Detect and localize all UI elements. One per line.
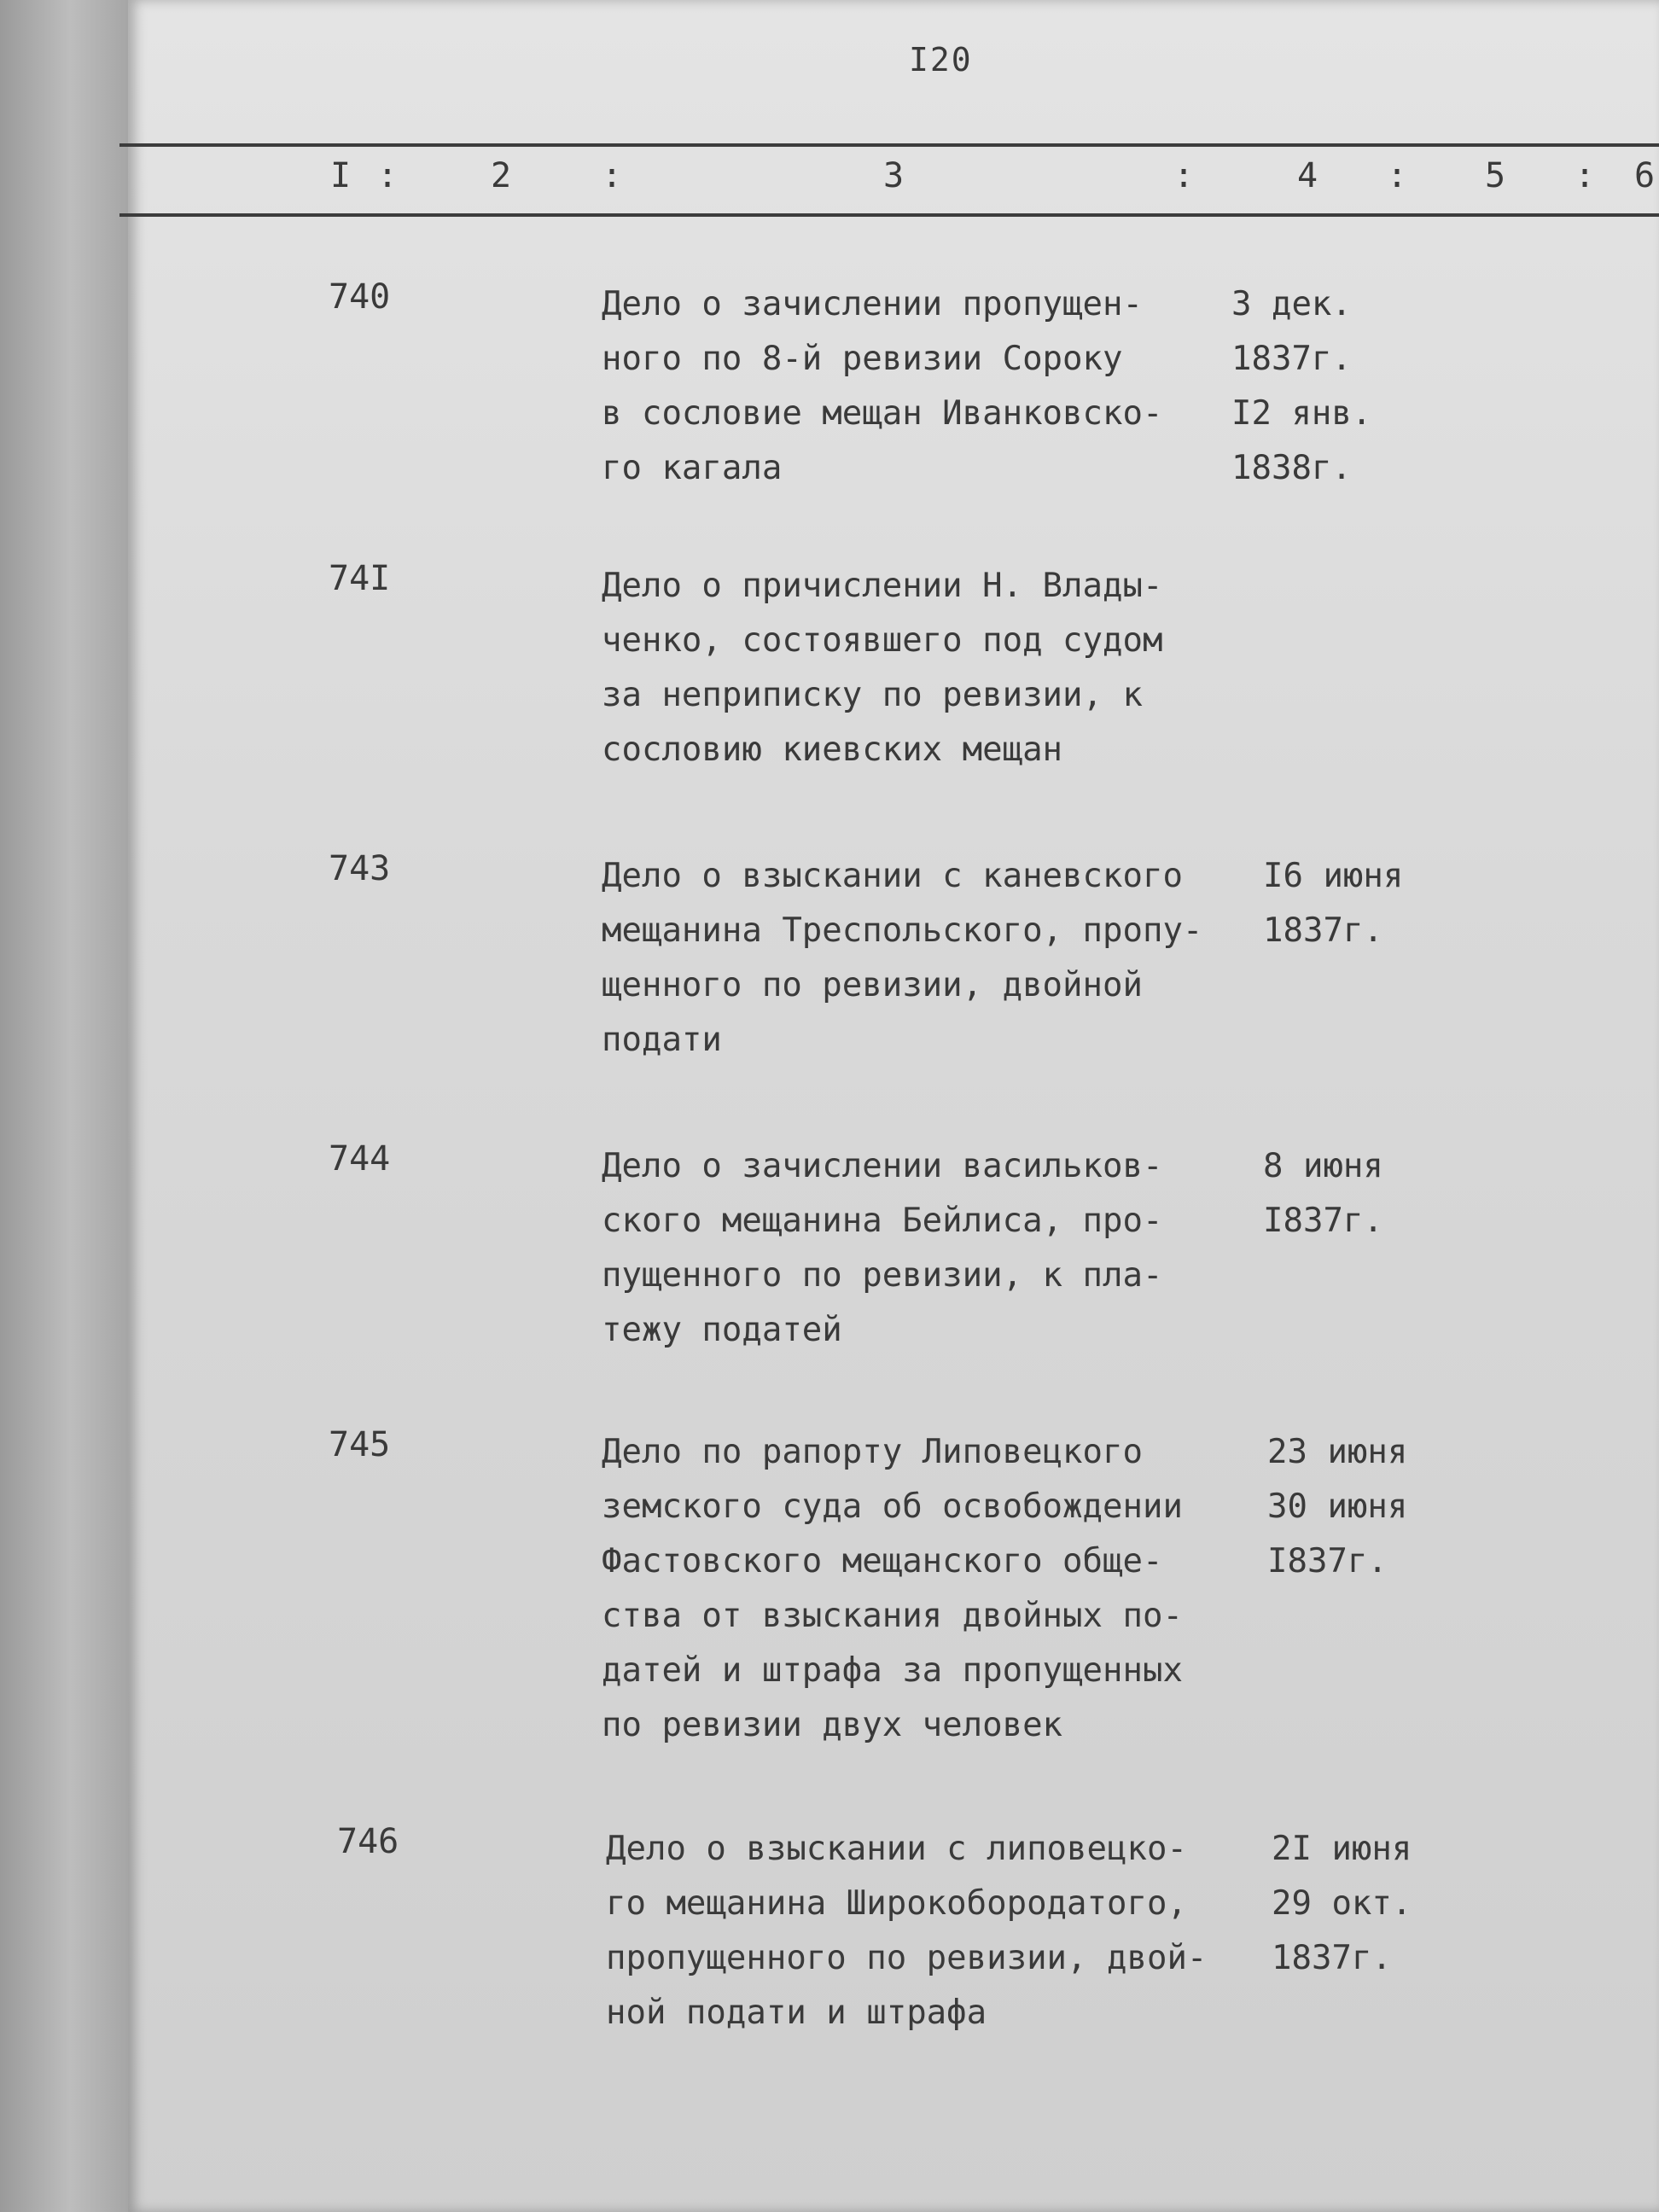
record-title	[602, 1139, 1318, 1358]
record-title	[602, 277, 1318, 496]
record-title-line: Дело о зачислении пропущен-	[602, 285, 1143, 323]
record-title-line: ного по 8-й ревизии Сороку	[602, 340, 1123, 378]
record-date-line: 8 июня	[1263, 1147, 1383, 1185]
column-separator: :	[377, 156, 399, 195]
document-page	[128, 0, 1659, 2212]
record-title-line: за неприписку по ревизии, к	[602, 676, 1143, 714]
header-bottom-rule	[119, 213, 1659, 217]
record-title-line: тежу податей	[602, 1311, 842, 1349]
column-1-label: I	[330, 156, 352, 195]
column-3-label: 3	[883, 156, 905, 195]
record-title-line: го кагала	[602, 449, 783, 487]
record-title-line: сословию киевских мещан	[602, 731, 1063, 769]
record-title-line: в сословие мещан Иванковско-	[602, 394, 1163, 433]
record-number: 743	[329, 849, 391, 888]
record-title	[602, 849, 1318, 1068]
column-separator: :	[1387, 156, 1408, 195]
record-title-line: датей и штрафа за пропущенных	[602, 1651, 1183, 1690]
record-title-line: Дело по рапорту Липовецкого	[602, 1433, 1143, 1471]
record-title-line: Дело о взыскании с каневского	[602, 857, 1183, 895]
record-dates	[1272, 1822, 1528, 1986]
record-number: 740	[329, 277, 391, 317]
record-title	[606, 1822, 1323, 2040]
record-date-line: I837г.	[1267, 1542, 1388, 1580]
record-number: 744	[329, 1139, 391, 1179]
record-number: 746	[337, 1822, 399, 1861]
record-title-line: пропущенного по ревизии, двой-	[606, 1939, 1208, 1977]
column-2-label: 2	[491, 156, 512, 195]
record-date-line: I837г.	[1263, 1202, 1383, 1240]
column-separator: :	[1575, 156, 1596, 195]
record-date-line: 1837г.	[1272, 1939, 1392, 1977]
record-date-line: 2I июня	[1272, 1830, 1412, 1868]
record-number: 74I	[329, 559, 391, 598]
column-4-label: 4	[1297, 156, 1318, 195]
column-separator: :	[602, 156, 623, 195]
record-date-line: I6 июня	[1263, 857, 1404, 895]
record-title-line: го мещанина Широкобородатого,	[606, 1884, 1187, 1923]
record-title-line: щенного по ревизии, двойной	[602, 966, 1143, 1004]
record-title-line: подати	[602, 1021, 722, 1059]
page-number: I20	[909, 41, 973, 79]
record-title	[602, 1425, 1318, 1753]
column-separator: :	[1173, 156, 1195, 195]
record-dates	[1263, 849, 1519, 958]
record-title-line: Дело о зачислении васильков-	[602, 1147, 1163, 1185]
record-date-line: 30 июня	[1267, 1487, 1408, 1526]
record-title	[602, 559, 1318, 777]
column-5-label: 5	[1485, 156, 1506, 195]
record-title-line: Дело о взыскании с липовецко-	[606, 1830, 1187, 1868]
adjacent-page-edge	[0, 0, 128, 2212]
record-date-line: 23 июня	[1267, 1433, 1408, 1471]
record-title-line: Дело о причислении Н. Влады-	[602, 567, 1163, 605]
record-title-line: Фастовского мещанского обще-	[602, 1542, 1163, 1580]
record-number: 745	[329, 1425, 391, 1464]
record-title-line: пущенного по ревизии, к пла-	[602, 1256, 1163, 1295]
column-6-label: 6	[1634, 156, 1656, 195]
record-dates	[1267, 1425, 1523, 1589]
record-title-line: ной подати и штрафа	[606, 1994, 987, 2032]
record-title-line: ского мещанина Бейлиса, про-	[602, 1202, 1163, 1240]
record-date-line: 29 окт.	[1272, 1884, 1412, 1923]
record-date-line: 3 дек.	[1231, 285, 1352, 323]
record-title-line: земского суда об освобождении	[602, 1487, 1183, 1526]
record-date-line: 1838г.	[1231, 449, 1352, 487]
header-top-rule	[119, 143, 1659, 147]
record-title-line: ченко, состоявшего под судом	[602, 621, 1163, 660]
record-date-line: 1837г.	[1263, 911, 1383, 950]
record-title-line: ства от взыскания двойных по-	[602, 1597, 1183, 1635]
record-dates	[1231, 277, 1487, 496]
record-title-line: по ревизии двух человек	[602, 1706, 1063, 1744]
record-title-line: мещанина Треспольского, пропу-	[602, 911, 1203, 950]
column-header-row	[128, 156, 1659, 201]
record-dates	[1263, 1139, 1519, 1249]
record-date-line: 1837г.	[1231, 340, 1352, 378]
record-date-line: I2 янв.	[1231, 394, 1372, 433]
